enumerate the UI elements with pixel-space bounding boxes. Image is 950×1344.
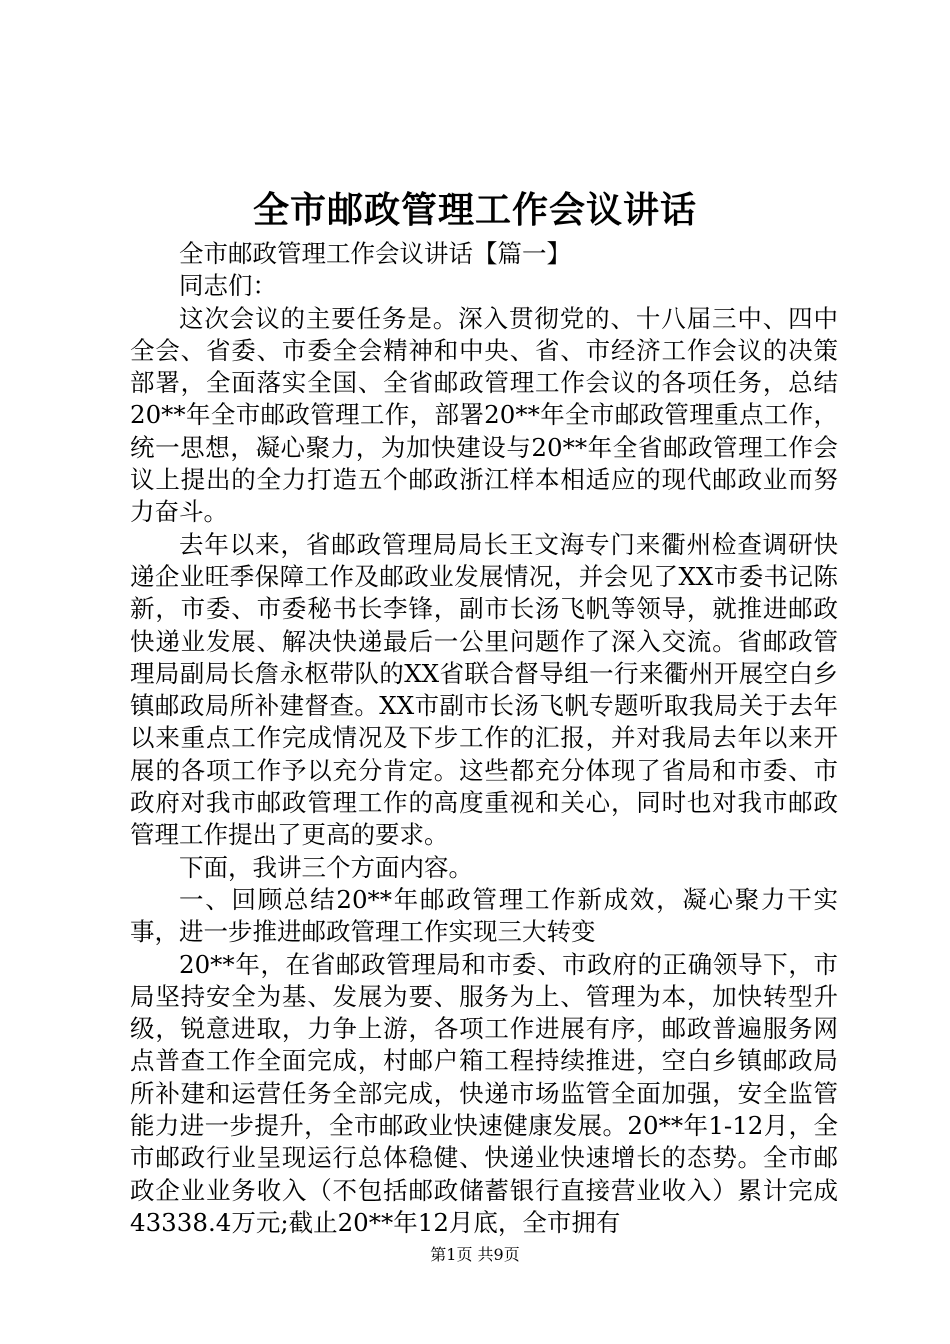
section-heading: 全市邮政管理工作会议讲话【篇一】 [179, 239, 571, 268]
document-body [130, 238, 838, 1239]
salutation: 同志们： [179, 271, 277, 301]
paragraph: 去年以来，省邮政管理局局长王文海专门来衢州检查调研快递企业旺季保障工作及邮政业发展情况，并会见了XX市委书记陈新，市委、市委秘书长李锋，副市长汤飞帆等领导，就推进邮政快递业发展、解决快递最后一公里问题作了深入交流。省邮政管理局副局长詹永枢带队的XX省联合督导组一行来衢州开展空白乡镇邮政局所补建督查。XX市副市长汤飞帆专题听取我局关于去年以来重点工作完成情况及下步工作的汇报，并对我局去年以来开展的各项工作予以充分肯定。这些都充分体现了省局和市委、市政府对我市邮政管理工作的高度重视和关心，同时也对我市邮政管理工作提出了更高的要求。 [130, 529, 838, 850]
page-footer: 第1页 共9页 [430, 1245, 520, 1264]
paragraph: 下面，我讲三个方面内容。 [179, 852, 473, 882]
paragraph: 这次会议的主要任务是。深入贯彻党的、十八届三中、四中全会、省委、市委全会精神和中央、省、市经济工作会议的决策部署，全面落实全国、全省邮政管理工作会议的各项任务，总结20**年全市邮政管理工作，部署20**年全市邮政管理重点工作，统一思想，凝心聚力，为加快建设与20**年全省邮政管理工作会议上提出的全力打造五个邮政浙江样本相适应的现代邮政业而努力奋斗。 [130, 303, 838, 527]
document-title: 全市邮政管理工作会议讲话 [252, 189, 697, 231]
paragraph: 一、回顾总结20**年邮政管理工作新成效，凝心聚力干实事，进一步推进邮政管理工作实现三大转变 [130, 884, 838, 947]
paragraph: 20**年，在省邮政管理局和市委、市政府的正确领导下，市局坚持安全为基、发展为要、服务为上、管理为本，加快转型升级，锐意进取，力争上游，各项工作进展有序，邮政普遍服务网点普查工作全面完成，村邮户箱工程持续推进，空白乡镇邮政局所补建和运营任务全部完成，快递市场监管全面加强，安全监管能力进一步提升，全市邮政业快速健康发展。20**年1-12月，全市邮政行业呈现运行总体稳健、快递业快速增长的态势。全市邮政企业业务收入（不包括邮政储蓄银行直接营业收入）累计完成43338.4万元;截止20**年12月底，全市拥有 [130, 949, 838, 1237]
